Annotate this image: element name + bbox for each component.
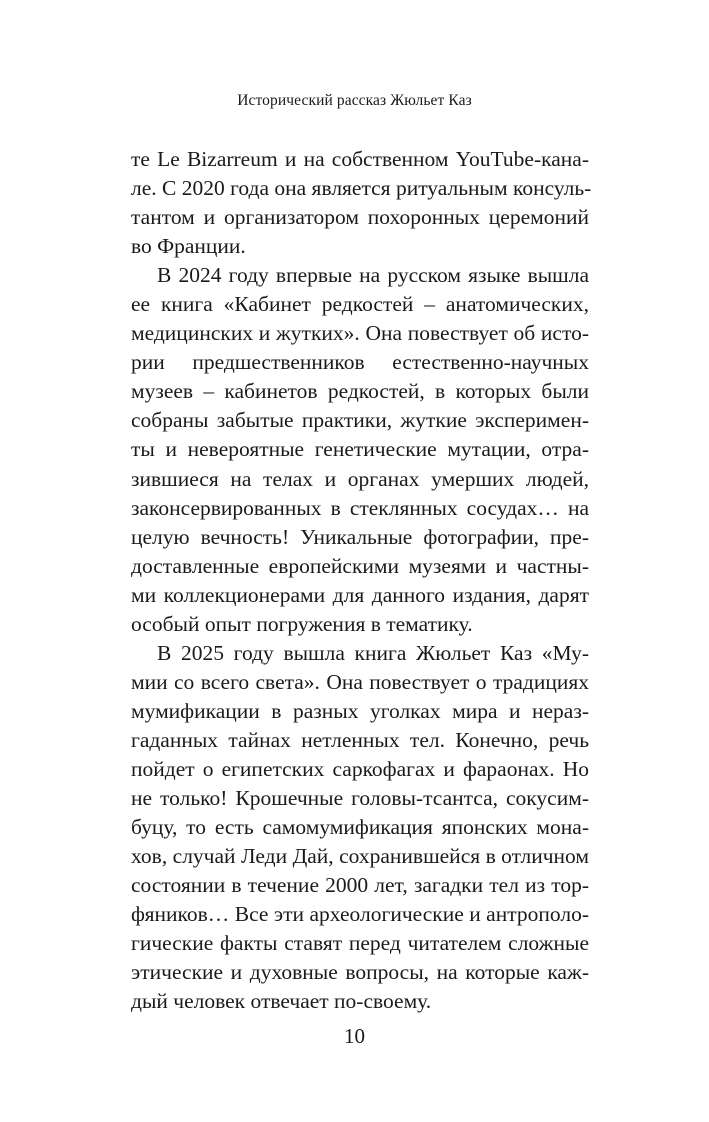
text-line: во Франции.: [131, 234, 246, 259]
text-line: законсервированных в стеклянных сосудах… на: [131, 495, 589, 520]
text-line: те Le Bizarreum и на собственном YouTube-кана-: [131, 147, 589, 171]
text-line: ты и невероятные генетические мутации, отра-: [131, 437, 589, 462]
text-line: медицинских и жутких». Она повествует об исто-: [131, 321, 589, 346]
text-line: гические факты ставят перед читателем сложные: [131, 931, 589, 956]
text-line: тантом и организатором похоронных церемоний: [131, 205, 589, 230]
text-line: мии со всего света». Она повествует о традициях: [131, 669, 589, 694]
text-line: не только! Крошечные головы-тсантса, сокусим-: [131, 786, 589, 811]
text-line: рии предшественников естественно-научных: [131, 350, 589, 375]
paragraph-first-line: В 2025 году вышла книга Жюльет Каз «Му-: [157, 640, 589, 665]
text-line: особый опыт погружения в тематику.: [131, 611, 473, 636]
paragraph-first-line: В 2024 году впервые на русском языке вышла: [157, 263, 589, 288]
text-line: доставленные европейскими музеями и частны-: [131, 553, 589, 578]
text-line: музеев – кабинетов редкостей, в которых были: [131, 379, 589, 404]
text-line: целую вечность! Уникальные фотографии, пре-: [131, 524, 589, 549]
text-line: гаданных тайнах нетленных тел. Конечно, речь: [131, 727, 589, 752]
text-line: этические и духовные вопросы, на которые каж-: [131, 960, 589, 985]
text-line: ми коллекционерами для данного издания, дарят: [131, 582, 589, 607]
text-line: состоянии в течение 2000 лет, загадки тел из тор-: [131, 873, 589, 898]
text-line: ее книга «Кабинет редкостей – анатомических,: [131, 292, 589, 317]
page-number: 10: [344, 1024, 365, 1048]
text-line: собраны забытые практики, жуткие эксперимен-: [131, 408, 589, 433]
text-line: фяников… Все эти археологические и антрополо-: [131, 902, 589, 927]
body-text: [131, 145, 592, 1016]
text-line: хов, случай Леди Дай, сохранившейся в отличном: [131, 844, 589, 869]
text-line: мумификации в разных уголках мира и нераз-: [131, 698, 589, 723]
text-line: ле. С 2020 года она является ритуальным консуль-: [131, 176, 592, 201]
text-line: зившиеся на телах и органах умерших людей,: [131, 466, 589, 491]
text-line: дый человек отвечает по-своему.: [131, 989, 432, 1014]
running-header: Исторический рассказ Жюльет Каз: [237, 92, 472, 109]
text-line: буцу, то есть самомумификация японских мона-: [131, 815, 589, 840]
text-line: пойдет о египетских саркофагах и фараонах. Но: [131, 756, 589, 781]
